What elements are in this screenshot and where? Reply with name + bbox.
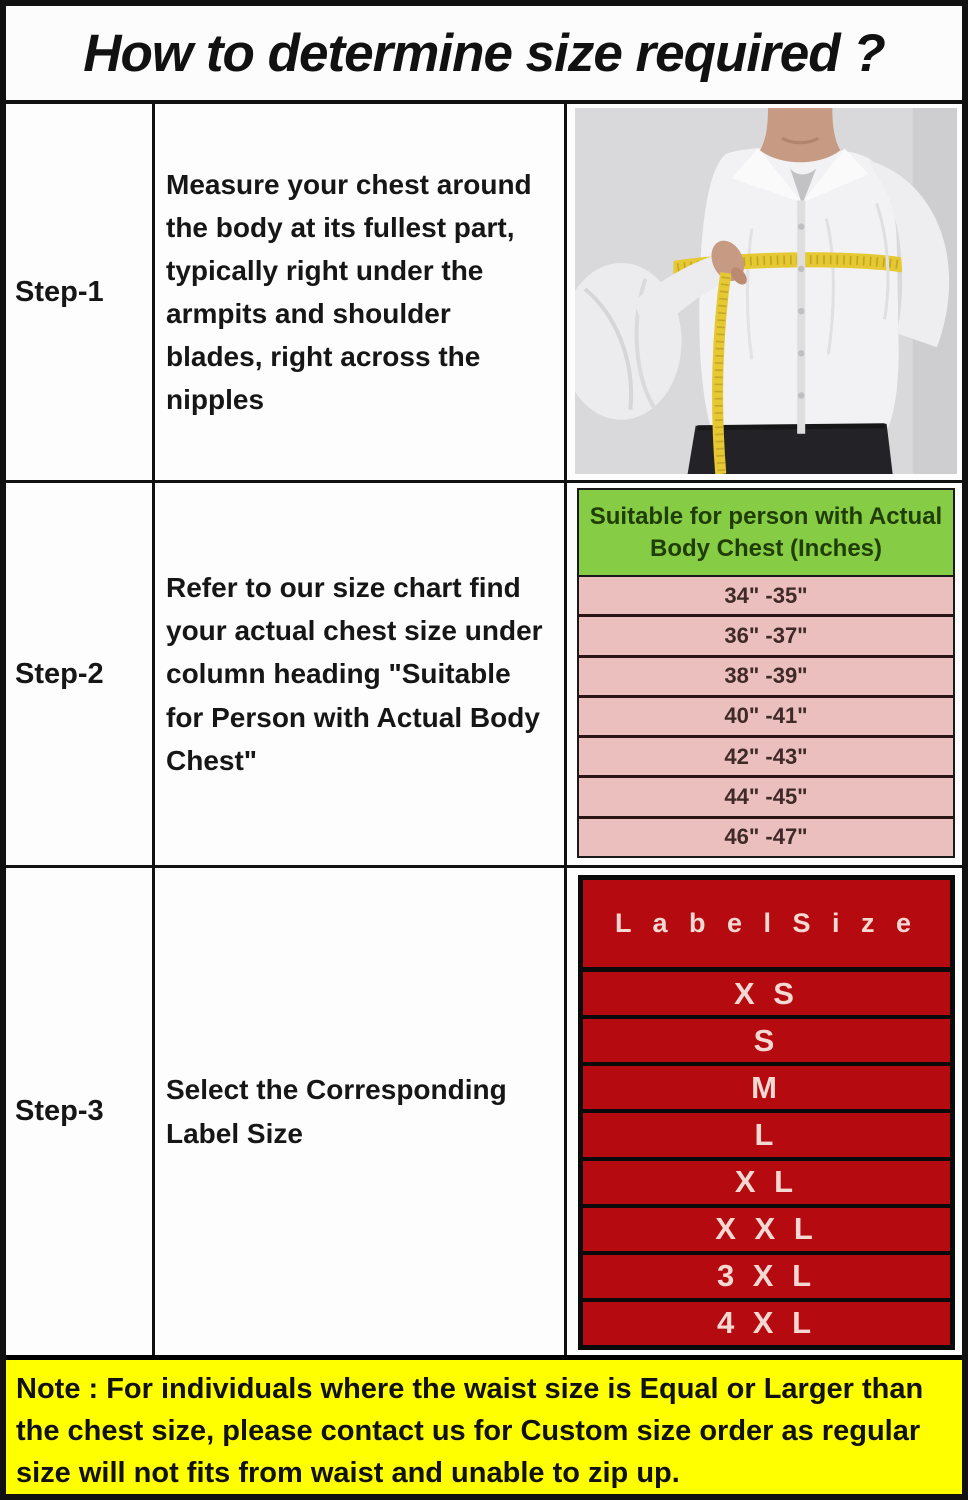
step-2-description: Refer to our size chart find your actual chest size under column heading "Suitable for Person with Actual Body Chest"	[155, 483, 567, 868]
chest-range-row: 46" -47"	[579, 819, 953, 856]
label-size-row: X X L	[583, 1208, 950, 1255]
step-2-label: Step-2	[6, 483, 155, 868]
size-guide-table	[6, 104, 962, 1355]
label-size-row: S	[583, 1019, 950, 1066]
step-1-label: Step-1	[6, 104, 155, 483]
chest-range-row: 34" -35"	[579, 577, 953, 617]
label-size-table	[578, 875, 955, 1350]
chest-range-row: 36" -37"	[579, 617, 953, 657]
step-3-visual	[567, 868, 962, 1355]
label-size-row: 4 X L	[716, 1305, 817, 1341]
custom-size-note: Note : For individuals where the waist size is Equal or Larger than the chest size, please contact us for Custom size order as regular size will not fits from waist and unable to zip up.	[6, 1355, 962, 1494]
chest-range-row: 44" -45"	[579, 778, 953, 818]
chest-table-header: Suitable for person with Actual Body Chest (Inches)	[579, 490, 953, 577]
chest-range-row: 42" -43"	[579, 738, 953, 778]
page-title: How to determine size required ?	[6, 6, 962, 104]
chest-measurement-photo	[575, 108, 957, 474]
step-1-visual	[567, 104, 962, 483]
step-3-description: Select the Corresponding Label Size	[155, 868, 567, 1355]
label-size-row: L	[583, 1113, 950, 1160]
step-2-visual	[567, 483, 962, 868]
label-table-header: L a b e l S i z e	[583, 880, 950, 972]
label-size-row: M	[583, 1066, 950, 1113]
step-1-description: Measure your chest around the body at its fullest part, typically right under the armpits and shoulder blades, right across the nipples	[155, 104, 567, 483]
label-size-row: X L	[583, 1161, 950, 1208]
step-3-label: Step-3	[6, 868, 155, 1355]
label-size-row: 3 X L	[583, 1255, 950, 1302]
chest-size-table	[577, 488, 955, 858]
chest-range-row: 40" -41"	[579, 698, 953, 738]
chest-range-row: 38" -39"	[579, 658, 953, 698]
label-size-row: X S	[583, 972, 950, 1019]
